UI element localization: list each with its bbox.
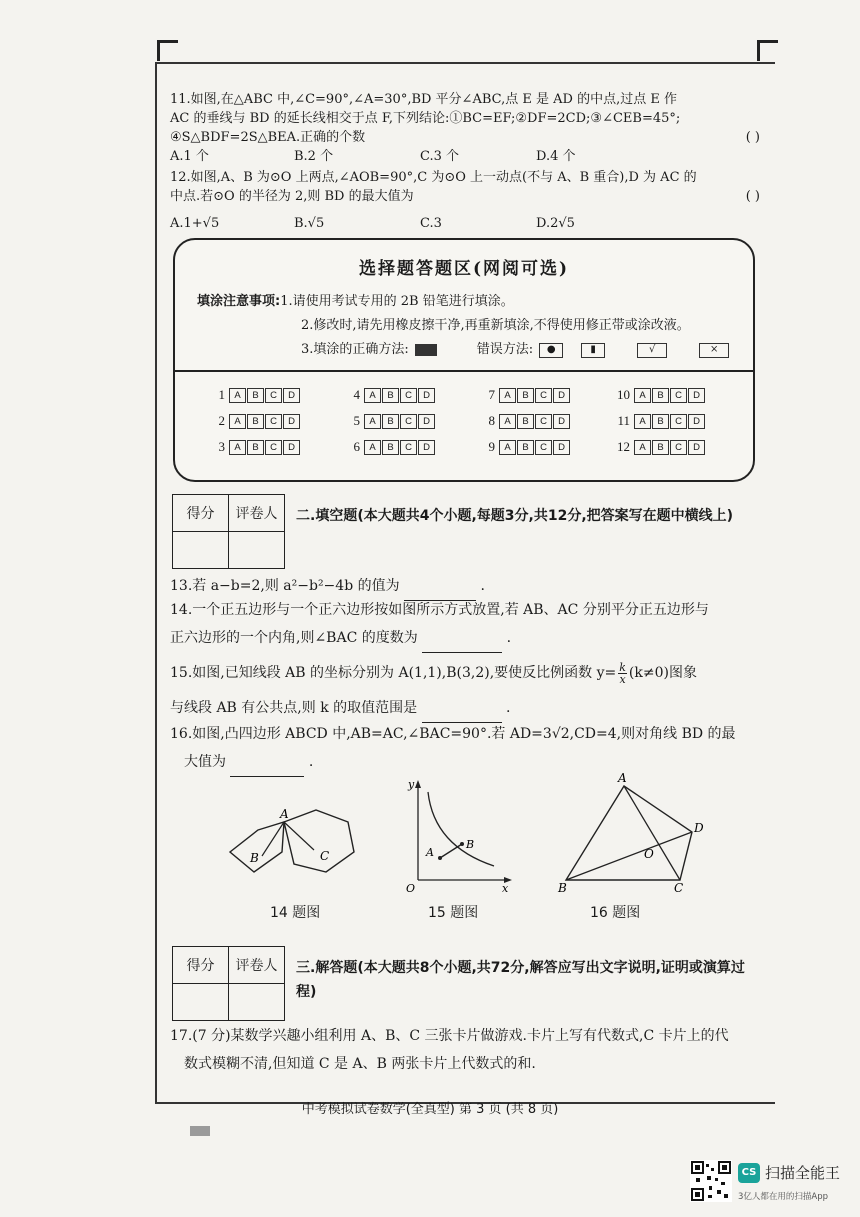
label-c: C: [320, 849, 330, 863]
bubble-a[interactable]: A: [364, 414, 381, 429]
bubble-c[interactable]: C: [265, 440, 282, 455]
diagonal-ac: [624, 786, 680, 880]
answer-blank[interactable]: [230, 748, 304, 777]
label-b: B: [466, 838, 475, 851]
bubble-d[interactable]: D: [688, 440, 705, 455]
bubble-group: [203, 387, 338, 403]
bubble-b[interactable]: B: [247, 414, 264, 429]
options: [170, 147, 760, 166]
question-15: [170, 656, 760, 723]
hyperbola: [428, 792, 494, 866]
bubble-row: [203, 434, 743, 460]
bubble-d[interactable]: D: [418, 440, 435, 455]
bubble-c[interactable]: C: [400, 440, 417, 455]
option-d: D.2√5: [536, 216, 575, 231]
bubble-group: [203, 413, 338, 429]
bubble-group: [338, 413, 473, 429]
note-3: 3.填涂的正确方法:: [301, 342, 409, 357]
question-text: 11.如图,在△ABC 中,∠C=90°,∠A=30°,BD 平分∠ABC,点 E 是 AD 的中点,过点 E 作: [170, 92, 677, 107]
bubble-group: [608, 439, 743, 455]
question-number: 12: [617, 439, 630, 454]
bubble-d[interactable]: D: [283, 388, 300, 403]
bubble-d[interactable]: D: [553, 388, 570, 403]
question-text: AC 的垂线与 BD 的延长线相交于点 F,下列结论:①BC=EF;②DF=2CD;③∠CEB=45°;: [170, 111, 681, 126]
figure-16: [552, 768, 712, 896]
fig14-caption: 14 题图: [270, 905, 321, 921]
wrong-method-label: 错误方法:: [476, 342, 534, 357]
y-axis-arrow: [415, 780, 421, 788]
bubble-c[interactable]: C: [535, 414, 552, 429]
bubble-b[interactable]: B: [652, 388, 669, 403]
bubble-b[interactable]: B: [382, 414, 399, 429]
corner-mark: [190, 1126, 210, 1136]
options: [170, 214, 760, 233]
notes-label: 填涂注意事项:: [197, 294, 281, 309]
answer-blank[interactable]: [422, 694, 502, 723]
section-3-heading: 三.解答题(本大题共8个小题,共72分,解答应写出文字说明,证明或演算过程): [296, 960, 745, 1000]
bubble-a[interactable]: A: [364, 440, 381, 455]
bubble-c[interactable]: C: [535, 388, 552, 403]
option-a: A.1 个: [170, 149, 209, 164]
hexagon: [284, 810, 354, 872]
answer-paren: ( ): [745, 130, 760, 145]
bubble-d[interactable]: D: [688, 414, 705, 429]
note-1: 1.请使用考试专用的 2B 铅笔进行填涂。: [280, 294, 514, 309]
bubble-a[interactable]: A: [499, 414, 516, 429]
score-cell[interactable]: [173, 532, 229, 569]
bubble-c[interactable]: C: [400, 388, 417, 403]
bubble-b[interactable]: B: [382, 388, 399, 403]
question-number: 5: [353, 413, 360, 428]
option-c: C.3 个: [420, 149, 460, 164]
grader-cell[interactable]: [229, 532, 285, 569]
label-y: y: [408, 778, 415, 791]
bubble-c[interactable]: C: [670, 440, 687, 455]
answer-sheet-area: [173, 238, 755, 482]
fraction-denominator: x: [619, 672, 626, 686]
option-a: A.1+√5: [170, 216, 220, 231]
question-text: 中点.若⊙O 的半径为 2,则 BD 的最大值为: [170, 189, 414, 204]
bubble-b[interactable]: B: [382, 440, 399, 455]
wrong-mark-bar: ▮: [581, 343, 605, 358]
bubble-group: [608, 387, 743, 403]
line-ac: [284, 822, 314, 850]
question-number: 6: [353, 439, 360, 454]
section-2-heading: 二.填空题(本大题共4个小题,每题3分,共12分,把答案写在题中横线上): [296, 508, 734, 524]
score-table: [172, 946, 285, 1021]
question-number: 7: [488, 387, 495, 402]
bubble-c[interactable]: C: [670, 414, 687, 429]
score-label: 得分: [173, 947, 229, 984]
bubble-b[interactable]: B: [517, 440, 534, 455]
answer-paren: ( ): [745, 189, 760, 204]
qr-code-icon: [690, 1160, 732, 1202]
scanner-tagline: 3亿人都在用的扫描App: [738, 1192, 829, 1202]
quadrilateral-abcd: [566, 786, 692, 880]
bubble-b[interactable]: B: [247, 388, 264, 403]
bubble-a[interactable]: A: [499, 388, 516, 403]
answer-area-title: 选择题答题区(网阅可选): [358, 259, 570, 279]
bubble-c[interactable]: C: [535, 440, 552, 455]
label-a: A: [280, 807, 289, 821]
figure-15: [398, 776, 518, 896]
bubble-group: [473, 413, 608, 429]
question-number: 9: [488, 439, 495, 454]
question-text: 17.(7 分)某数学兴趣小组利用 A、B、C 三张卡片做游戏.卡片上写有代数式,C 卡片上的代: [170, 1028, 729, 1044]
bubble-d[interactable]: D: [688, 388, 705, 403]
bubble-b[interactable]: B: [652, 440, 669, 455]
option-c: C.3: [420, 216, 442, 231]
bubble-d[interactable]: D: [283, 414, 300, 429]
bubble-a[interactable]: A: [229, 440, 246, 455]
bubble-b[interactable]: B: [517, 388, 534, 403]
label-a: A: [618, 771, 627, 785]
question-number: 1: [218, 387, 225, 402]
question-12: [170, 168, 760, 233]
grader-cell[interactable]: [229, 984, 285, 1021]
bubble-a[interactable]: A: [634, 388, 651, 403]
fig15-caption: 15 题图: [428, 905, 479, 921]
wrong-mark-check: √: [637, 343, 667, 358]
scanner-brand-name: 扫描全能王: [765, 1164, 841, 1182]
question-number: 8: [488, 413, 495, 428]
period: .: [506, 630, 512, 646]
corner-mark: [757, 40, 778, 61]
bubble-group: [338, 439, 473, 455]
cs-logo-icon: CS: [738, 1163, 760, 1183]
bubble-d[interactable]: D: [418, 388, 435, 403]
bubble-d[interactable]: D: [283, 440, 300, 455]
bubble-c[interactable]: C: [400, 414, 417, 429]
bubble-a[interactable]: A: [634, 414, 651, 429]
question-text: 13.若 a−b=2,则 a²−b²−4b 的值为: [170, 578, 400, 594]
bubble-group: [203, 439, 338, 455]
score-cell[interactable]: [173, 984, 229, 1021]
point-a: [438, 856, 442, 860]
period: .: [506, 700, 511, 716]
bubble-grid: [203, 382, 743, 460]
question-text: 大值为: [184, 754, 226, 770]
segment-ab: [440, 844, 462, 858]
period: .: [480, 578, 485, 594]
figure-14: [222, 800, 362, 900]
fraction-k-over-x: [618, 662, 627, 685]
label-d: D: [694, 821, 704, 835]
bubble-d[interactable]: D: [418, 414, 435, 429]
question-14: [170, 596, 760, 653]
bubble-a[interactable]: A: [364, 388, 381, 403]
question-text: (k≠0)图象: [628, 665, 697, 681]
bubble-c[interactable]: C: [265, 414, 282, 429]
question-number: 3: [218, 439, 225, 454]
bubble-group: [473, 439, 608, 455]
question-number: 10: [617, 387, 630, 402]
bubble-d[interactable]: D: [553, 440, 570, 455]
bubble-a[interactable]: A: [634, 440, 651, 455]
bubble-group: [608, 413, 743, 429]
grader-label: 评卷人: [229, 495, 285, 532]
question-text: ④S△BDF=2S△BEA.正确的个数: [170, 130, 366, 145]
bubble-b[interactable]: B: [247, 440, 264, 455]
label-b: B: [250, 851, 259, 865]
question-text: 数式模糊不清,但知道 C 是 A、B 两张卡片上代数式的和.: [184, 1056, 536, 1072]
bubble-row: [203, 382, 743, 408]
bubble-a[interactable]: A: [229, 414, 246, 429]
question-text: 14.一个正五边形与一个正六边形按如图所示方式放置,若 AB、AC 分别平分正五边形与: [170, 602, 709, 618]
question-text: 15.如图,已知线段 AB 的坐标分别为 A(1,1),B(3,2),要使反比例函数 y=: [170, 665, 617, 681]
question-text: 12.如图,A、B 为⊙O 上两点,∠AOB=90°,C 为⊙O 上一动点(不与 A、B 重合),D 为 AC 的: [170, 170, 697, 185]
wrong-mark-cross: ×: [699, 343, 729, 358]
page-footer: 中考模拟试卷数学(全真型) 第 3 页 (共 8 页): [301, 1102, 559, 1117]
fraction-numerator: k: [619, 660, 626, 674]
label-o: O: [406, 882, 416, 895]
answer-blank[interactable]: [422, 624, 502, 653]
label-x: x: [502, 882, 509, 895]
question-text: 与线段 AB 有公共点,则 k 的取值范围是: [170, 700, 418, 716]
question-11: [170, 90, 760, 166]
bubble-b[interactable]: B: [652, 414, 669, 429]
bubble-group: [338, 387, 473, 403]
option-b: B.√5: [294, 216, 325, 231]
label-o: O: [644, 847, 654, 861]
score-label: 得分: [173, 495, 229, 532]
correct-fill-sample: [415, 344, 437, 356]
bubble-row: [203, 408, 743, 434]
bubble-a[interactable]: A: [499, 440, 516, 455]
label-b: B: [558, 881, 567, 895]
scanner-brand: [738, 1162, 840, 1183]
question-number: 2: [218, 413, 225, 428]
corner-mark: [157, 40, 178, 61]
question-number: 4: [353, 387, 360, 402]
grader-label: 评卷人: [229, 947, 285, 984]
question-17: [170, 1022, 760, 1078]
fill-instructions: [197, 290, 729, 362]
diagonal-bd: [566, 832, 692, 880]
score-table: [172, 494, 285, 569]
wrong-mark-dot: ●: [539, 343, 563, 358]
bubble-c[interactable]: C: [265, 388, 282, 403]
bubble-a[interactable]: A: [229, 388, 246, 403]
bubble-b[interactable]: B: [517, 414, 534, 429]
question-number: 11: [617, 413, 630, 428]
period: .: [308, 754, 314, 770]
point-b: [460, 842, 464, 846]
label-a: A: [426, 846, 434, 859]
divider: [175, 370, 753, 372]
bubble-c[interactable]: C: [670, 388, 687, 403]
option-d: D.4 个: [536, 149, 576, 164]
option-b: B.2 个: [294, 149, 334, 164]
label-c: C: [674, 881, 684, 895]
bubble-d[interactable]: D: [553, 414, 570, 429]
fig16-caption: 16 题图: [590, 905, 641, 921]
note-2: 2.修改时,请先用橡皮擦干净,再重新填涂,不得使用修正带或涂改液。: [301, 318, 690, 333]
question-text: 16.如图,凸四边形 ABCD 中,AB=AC,∠BAC=90°.若 AD=3√2,CD=4,则对角线 BD 的最: [170, 726, 736, 742]
question-text: 正六边形的一个内角,则∠BAC 的度数为: [170, 630, 418, 646]
bubble-group: [473, 387, 608, 403]
